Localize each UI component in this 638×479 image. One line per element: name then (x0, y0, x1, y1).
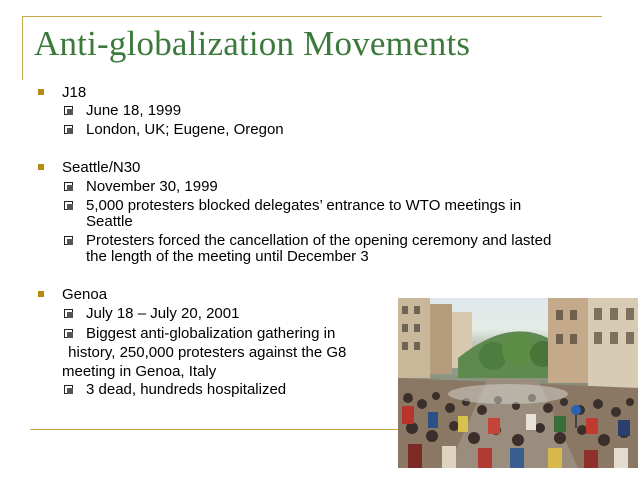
list-item-continuation: history, 250,000 protesters against the G8 (64, 344, 347, 361)
bullet-square-icon (38, 291, 44, 297)
list-item: London, UK; Eugene, Oregon (86, 121, 284, 138)
list-item: June 18, 1999 (86, 102, 182, 119)
bullet-square-icon (38, 164, 44, 170)
list-item: July 18 – July 20, 2001 (86, 305, 240, 322)
slide-frame-left (22, 16, 23, 80)
bullet-hollow-square-icon (64, 182, 73, 191)
photo-illustration (398, 298, 638, 468)
bullet-hollow-square-icon (64, 329, 73, 338)
slide-frame-top (22, 16, 602, 17)
list-item-continuation: the length of the meeting until December 3 (86, 248, 369, 265)
bullet-hollow-square-icon (64, 385, 73, 394)
list-item-continuation: meeting in Genoa, Italy (62, 363, 217, 380)
list-item: November 30, 1999 (86, 178, 218, 195)
section-heading: J18 (62, 84, 87, 101)
section-heading: Genoa (62, 286, 108, 303)
bullet-hollow-square-icon (64, 201, 73, 210)
genoa-protest-photo (398, 298, 638, 468)
slide-frame-bottom (30, 429, 400, 430)
bullet-hollow-square-icon (64, 106, 73, 115)
bullet-square-icon (38, 89, 44, 95)
list-item: Protesters forced the cancellation of the opening ceremony and lasted (86, 232, 552, 249)
bullet-hollow-square-icon (64, 309, 73, 318)
list-item: 5,000 protesters blocked delegates’ entrance to WTO meetings in (86, 197, 522, 214)
list-item: 3 dead, hundreds hospitalized (86, 381, 287, 398)
bullet-hollow-square-icon (64, 236, 73, 245)
list-item-continuation: Seattle (86, 213, 133, 230)
slide-title: Anti-globalization Movements (34, 24, 471, 63)
section-heading: Seattle/N30 (62, 159, 141, 176)
bullet-hollow-square-icon (64, 125, 73, 134)
list-item: Biggest anti-globalization gathering in (86, 325, 336, 342)
